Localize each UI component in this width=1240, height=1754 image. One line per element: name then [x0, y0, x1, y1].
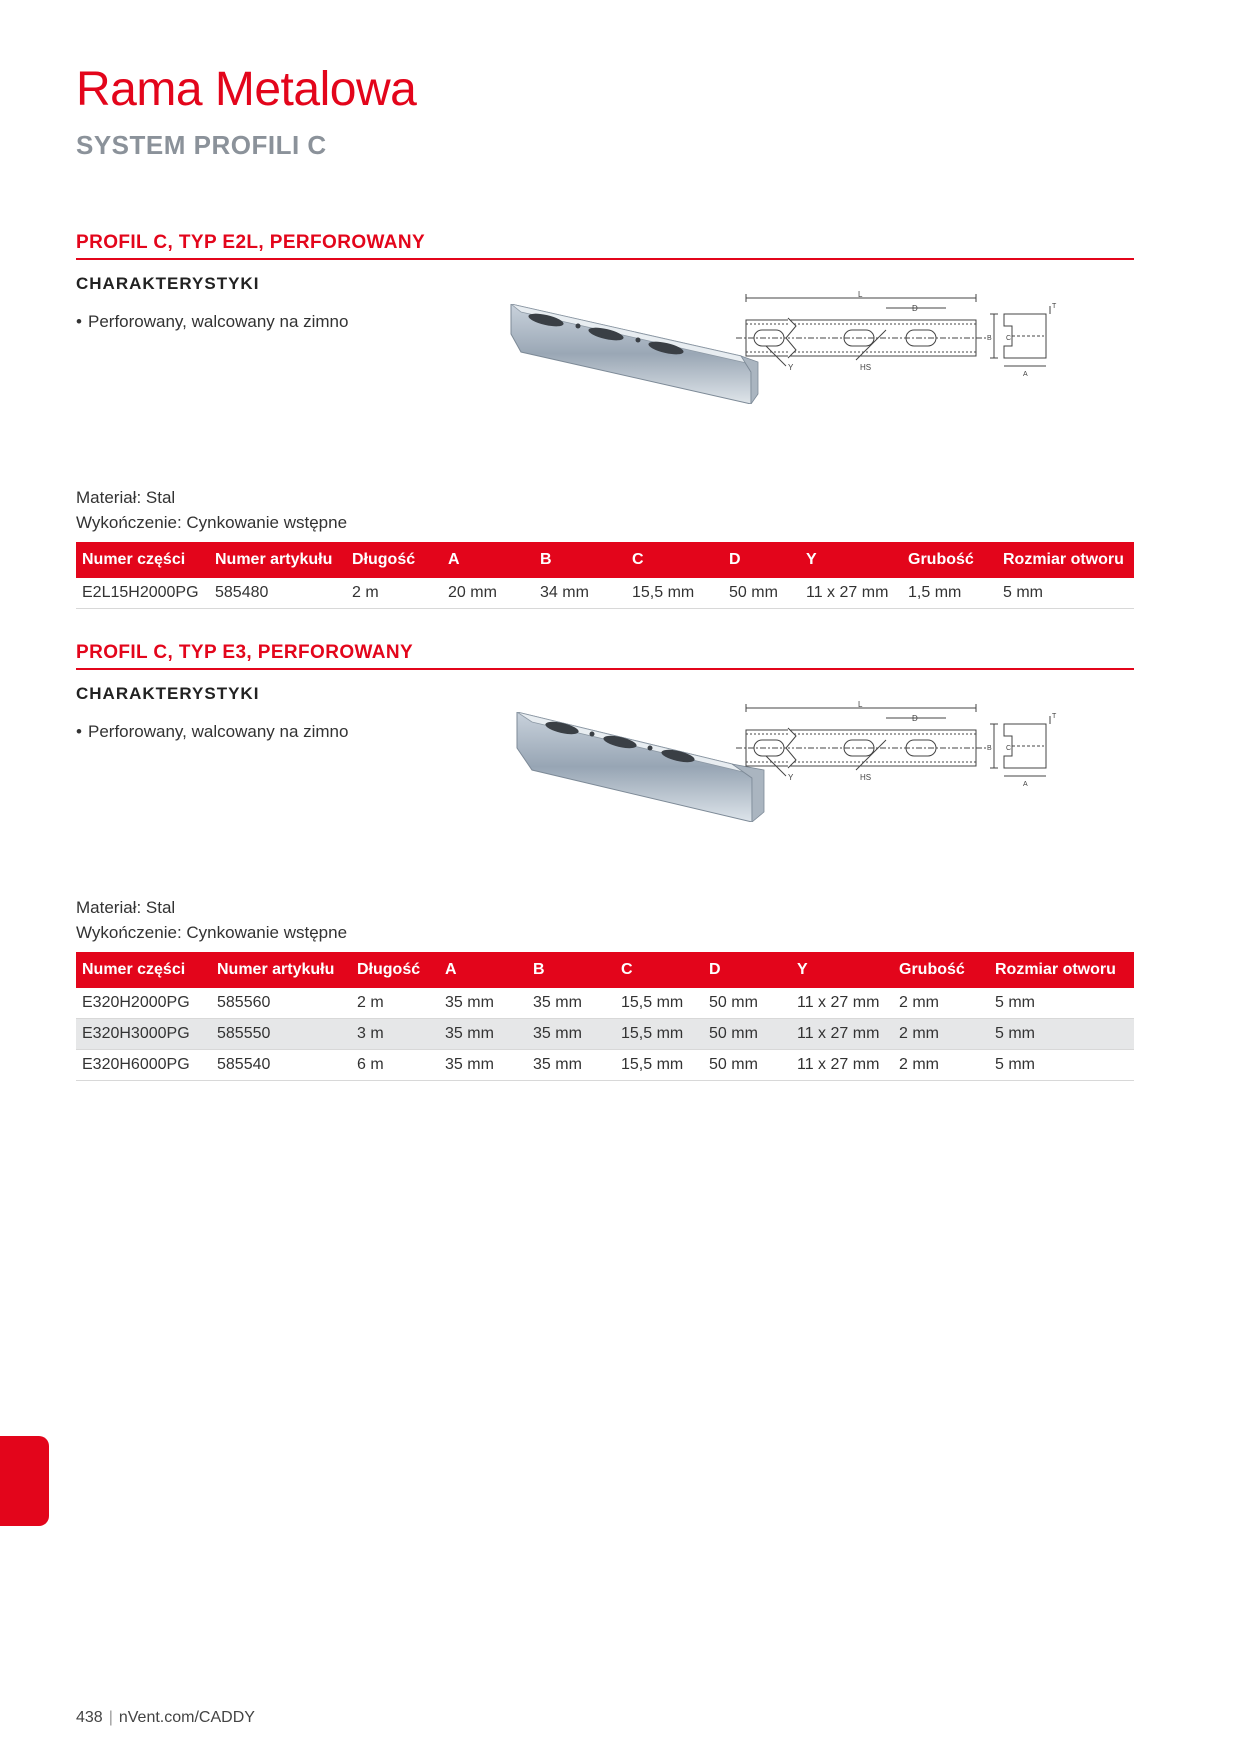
- cross-section-diagram: [986, 710, 1076, 790]
- cell: 5 mm: [989, 988, 1134, 1019]
- cell: 2 mm: [893, 988, 989, 1019]
- table-row: [76, 578, 1134, 609]
- finish-text: Wykończenie: Cynkowanie wstępne: [76, 513, 348, 532]
- label-HS: HS: [860, 773, 872, 782]
- cell: 11 x 27 mm: [791, 988, 893, 1019]
- col-header: Numer części: [76, 952, 211, 988]
- page-number: 438: [76, 1709, 103, 1726]
- chapter-tab: [0, 1436, 49, 1526]
- page-title: Rama Metalowa: [76, 63, 417, 116]
- footer-url[interactable]: nVent.com/CADDY: [118, 1709, 255, 1726]
- table-row: [76, 1019, 1134, 1050]
- cell: E2L15H2000PG: [76, 578, 209, 609]
- footer: 438 | nVent.com/CADDY: [76, 1709, 255, 1726]
- feature-bullet: • Perforowany, walcowany na zimno: [76, 722, 349, 741]
- finish-text: Wykończenie: Cynkowanie wstępne: [76, 923, 348, 942]
- table-row: [76, 1050, 1134, 1081]
- cell: 50 mm: [703, 1050, 791, 1081]
- cell: 6 m: [351, 1050, 439, 1081]
- material-text: Materiał: Stal: [76, 898, 176, 917]
- side-view-diagram: [736, 290, 986, 380]
- cell: 50 mm: [703, 1019, 791, 1050]
- table-header-row: [76, 952, 1134, 988]
- col-header: B: [527, 952, 615, 988]
- col-header: B: [534, 542, 626, 578]
- spec-table: [76, 952, 1134, 1081]
- col-header: Y: [791, 952, 893, 988]
- cell: 11 x 27 mm: [791, 1050, 893, 1081]
- cell: 50 mm: [723, 578, 800, 609]
- cross-section-diagram: [986, 300, 1076, 380]
- col-header: Rozmiar otworu: [989, 952, 1134, 988]
- material-text: Materiał: Stal: [76, 488, 176, 507]
- section-title: PROFIL C, TYP E3, PERFOROWANY: [76, 642, 1134, 670]
- cell: 585550: [211, 1019, 351, 1050]
- cell: 35 mm: [527, 1050, 615, 1081]
- material-info: [76, 485, 347, 535]
- label-B: B: [987, 335, 992, 342]
- col-header: A: [442, 542, 534, 578]
- cell: 2 mm: [893, 1050, 989, 1081]
- section-e2l: [76, 232, 1134, 612]
- label-Y: Y: [788, 363, 794, 372]
- col-header: Rozmiar otworu: [997, 542, 1134, 578]
- col-header: C: [626, 542, 723, 578]
- cell: 34 mm: [534, 578, 626, 609]
- characteristics-heading: CHARAKTERYSTYKI: [76, 274, 260, 293]
- material-info: [76, 895, 347, 945]
- label-L: L: [858, 290, 863, 299]
- label-D: D: [912, 304, 918, 313]
- cell: E320H6000PG: [76, 1050, 211, 1081]
- cell: 20 mm: [442, 578, 534, 609]
- label-B: B: [987, 745, 992, 752]
- characteristics-heading: CHARAKTERYSTYKI: [76, 684, 260, 703]
- cell: 35 mm: [439, 988, 527, 1019]
- col-header: Numer artykułu: [209, 542, 346, 578]
- cell: 11 x 27 mm: [800, 578, 902, 609]
- col-header: Grubość: [893, 952, 989, 988]
- col-header: C: [615, 952, 703, 988]
- cell: 2 m: [351, 988, 439, 1019]
- cell: 15,5 mm: [615, 1050, 703, 1081]
- table-header-row: [76, 542, 1134, 578]
- cell: 35 mm: [527, 1019, 615, 1050]
- cell: E320H3000PG: [76, 1019, 211, 1050]
- label-HS: HS: [860, 363, 872, 372]
- cell: 15,5 mm: [615, 988, 703, 1019]
- col-header: Y: [800, 542, 902, 578]
- cell: 35 mm: [439, 1050, 527, 1081]
- feature-bullet: • Perforowany, walcowany na zimno: [76, 312, 349, 331]
- feature-text: Perforowany, walcowany na zimno: [88, 722, 349, 741]
- col-header: Grubość: [902, 542, 997, 578]
- col-header: Długość: [346, 542, 442, 578]
- col-header: D: [703, 952, 791, 988]
- cell: 5 mm: [989, 1019, 1134, 1050]
- cell: 15,5 mm: [615, 1019, 703, 1050]
- cell: E320H2000PG: [76, 988, 211, 1019]
- col-header: Numer części: [76, 542, 209, 578]
- cell: 5 mm: [997, 578, 1134, 609]
- col-header: D: [723, 542, 800, 578]
- side-view-diagram: [736, 700, 986, 790]
- spec-table: [76, 542, 1134, 609]
- label-A: A: [1023, 371, 1028, 378]
- col-header: A: [439, 952, 527, 988]
- cell: 585560: [211, 988, 351, 1019]
- col-header: Numer artykułu: [211, 952, 351, 988]
- profile-photo: [512, 712, 767, 822]
- cell: 35 mm: [439, 1019, 527, 1050]
- label-A: A: [1023, 781, 1028, 788]
- page-subtitle: SYSTEM PROFILI C: [76, 130, 327, 160]
- label-T: T: [1052, 713, 1057, 720]
- cell: 11 x 27 mm: [791, 1019, 893, 1050]
- cell: 50 mm: [703, 988, 791, 1019]
- section-title: PROFIL C, TYP E2L, PERFOROWANY: [76, 232, 1134, 260]
- cell: 15,5 mm: [626, 578, 723, 609]
- cell: 2 m: [346, 578, 442, 609]
- section-e3: [76, 642, 1134, 1092]
- label-L: L: [858, 700, 863, 709]
- cell: 585540: [211, 1050, 351, 1081]
- profile-photo: [506, 304, 761, 404]
- feature-text: Perforowany, walcowany na zimno: [88, 312, 349, 331]
- label-C: C: [1006, 745, 1012, 752]
- label-Y: Y: [788, 773, 794, 782]
- cell: 2 mm: [893, 1019, 989, 1050]
- cell: 35 mm: [527, 988, 615, 1019]
- label-T: T: [1052, 303, 1057, 310]
- cell: 5 mm: [989, 1050, 1134, 1081]
- cell: 1,5 mm: [902, 578, 997, 609]
- col-header: Długość: [351, 952, 439, 988]
- cell: 3 m: [351, 1019, 439, 1050]
- label-C: C: [1006, 335, 1012, 342]
- table-row: [76, 988, 1134, 1019]
- label-D: D: [912, 714, 918, 723]
- cell: 585480: [209, 578, 346, 609]
